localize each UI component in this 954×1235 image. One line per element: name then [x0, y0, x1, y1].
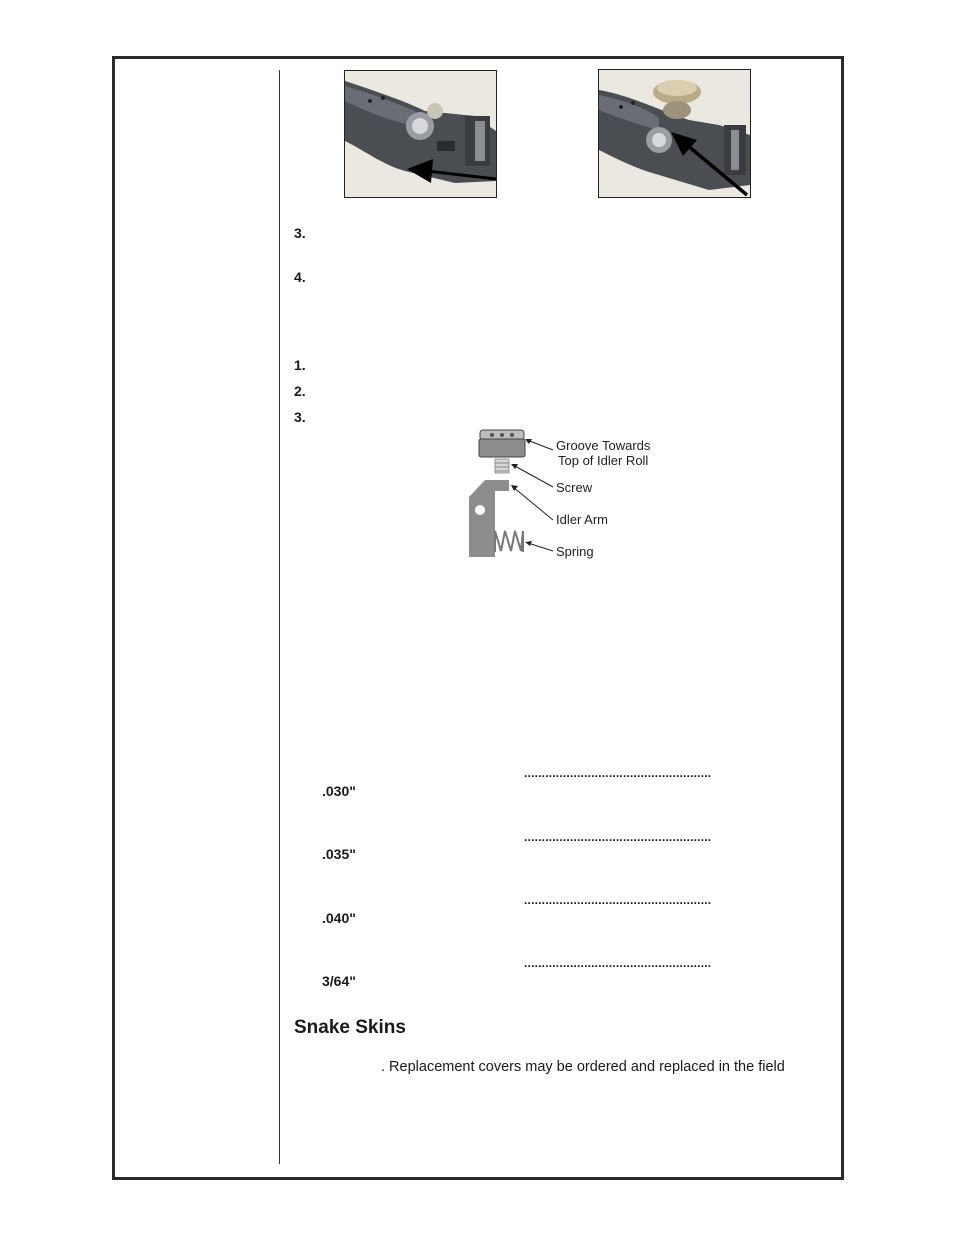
idler-roll-diagram: [465, 425, 665, 565]
dot-leader: .....................................................: [524, 830, 712, 844]
section-text: . Replacement covers may be ordered and replaced in the field: [381, 1059, 785, 1075]
diagram-label-spring: Spring: [556, 544, 594, 559]
diagram-label-groove-2: Top of Idler Roll: [558, 453, 649, 468]
diagram-label-idler-arm: Idler Arm: [556, 512, 609, 527]
dot-leader: .....................................................: [524, 893, 712, 907]
step-number: 2.: [294, 383, 306, 399]
wire-size-label: .040": [322, 910, 356, 926]
step-number: 1.: [294, 357, 306, 373]
step-number: 3.: [294, 225, 306, 241]
diagram-label-screw: Screw: [556, 480, 593, 495]
wire-size-label: 3/64": [322, 973, 356, 989]
section-heading: Snake Skins: [294, 1017, 406, 1038]
step-number: 3.: [294, 409, 306, 425]
dot-leader: .....................................................: [524, 766, 712, 780]
feeder-photo-left: [344, 70, 497, 198]
column-divider: [279, 70, 280, 1164]
feeder-photo-right-icon: [599, 70, 750, 197]
wire-size-label: .030": [322, 783, 356, 799]
page-border: [112, 56, 844, 1180]
step-number: 4.: [294, 269, 306, 285]
feeder-photo-right: [598, 69, 751, 198]
diagram-label-groove-1: Groove Towards: [556, 438, 651, 453]
feeder-photo-left-icon: [345, 71, 496, 197]
wire-size-label: .035": [322, 846, 356, 862]
dot-leader: .....................................................: [524, 956, 712, 970]
